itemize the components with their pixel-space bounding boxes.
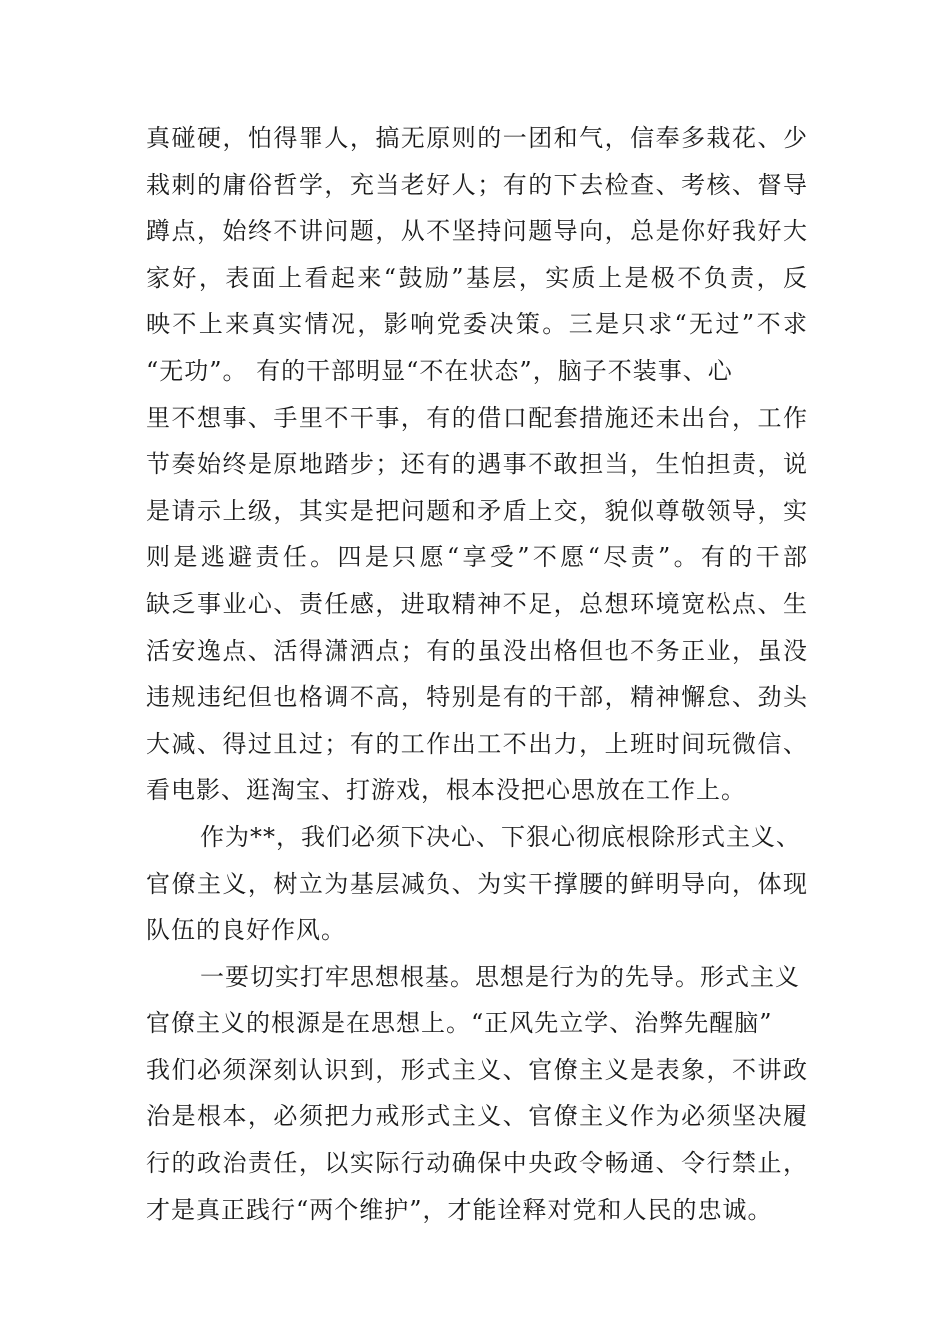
text-line: 违规违纪但也格调不高，特别是有的干部，精神懈怠、劲头 [146, 683, 808, 712]
text-line: 看电影、逛淘宝、打游戏，根本没把心思放在工作上。 [146, 776, 746, 805]
text-line: 行的政治责任，以实际行动确保中央政令畅通、令行禁止， [146, 1149, 808, 1178]
text-line: 是请示上级，其实是把问题和矛盾上交，貌似尊敬领导，实 [146, 496, 808, 525]
text-line: 活安逸点、活得潇洒点；有的虽没出格但也不务正业，虽没 [146, 636, 808, 665]
text-line: 队伍的良好作风。 [146, 916, 346, 945]
text-line: “无功”。 有的干部明显“不在状态”，脑子不装事、心 [146, 356, 733, 385]
text-line: 官僚主义的根源是在思想上。“正风先立学、治弊先醒脑” [146, 1009, 773, 1038]
text-line: 家好，表面上看起来“鼓励”基层，实质上是极不负责，反 [146, 263, 808, 292]
paragraph-1 [146, 115, 808, 814]
text-line: 治是根本，必须把力戒形式主义、官僚主义作为必须坚决履 [146, 1102, 808, 1131]
text-line: 则是逃避责任。四是只愿“享受”不愿“尽责”。有的干部 [146, 543, 808, 572]
text-line: 大减、得过且过；有的工作出工不出力，上班时间玩微信、 [146, 729, 808, 758]
paragraph-3 [146, 954, 808, 1234]
text-line: 里不想事、手里不干事，有的借口配套措施还未出台，工作 [146, 403, 808, 432]
text-line: 官僚主义，树立为基层减负、为实干撑腰的鲜明导向，体现 [146, 869, 808, 898]
text-line: 栽刺的庸俗哲学，充当老好人；有的下去检查、考核、督导 [146, 170, 808, 199]
paragraph-2 [146, 814, 808, 954]
text-line: 节奏始终是原地踏步；还有的遇事不敢担当，生怕担责，说 [146, 450, 808, 479]
text-line: 我们必须深刻认识到，形式主义、官僚主义是表象，不讲政 [146, 1055, 808, 1084]
text-line: 才是真正践行“两个维护”，才能诠释对党和人民的忠诚。 [146, 1195, 773, 1224]
text-line: 缺乏事业心、责任感，进取精神不足，总想环境宽松点、生 [146, 589, 808, 618]
body-text [146, 115, 808, 1233]
text-line: 作为**，我们必须下决心、下狠心彻底根除形式主义、 [200, 822, 801, 851]
text-line: 蹲点，始终不讲问题，从不坚持问题导向，总是你好我好大 [146, 217, 808, 246]
text-line: 真碰硬，怕得罪人，搞无原则的一团和气，信奉多栽花、少 [146, 124, 808, 152]
text-line: 一要切实打牢思想根基。思想是行为的先导。形式主义 [200, 962, 800, 991]
text-line: 映不上来真实情况，影响党委决策。三是只求“无过”不求 [146, 310, 808, 339]
